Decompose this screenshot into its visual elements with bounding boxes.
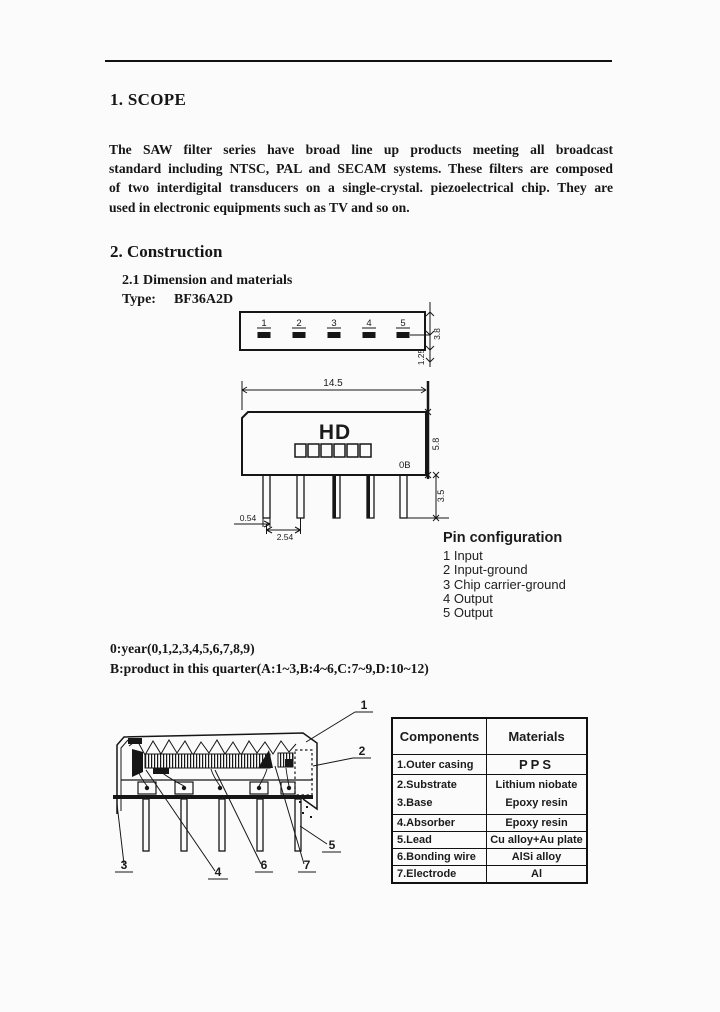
callout-1-outer-casing: 1 <box>360 698 368 712</box>
type-value: BF36A2D <box>173 292 234 307</box>
pad-label-3: 3 <box>331 318 337 329</box>
construction-heading: 2. Construction <box>110 242 223 261</box>
manufacturer-logo: HD <box>318 421 352 444</box>
callout-6-bonding-wire: 6 <box>260 858 268 872</box>
material-outer-casing: PPS <box>518 757 554 772</box>
component-electrode: 7.Electrode <box>393 866 487 882</box>
dimension-lead-length: 3.5 <box>436 489 446 503</box>
component-lead: 5.Lead <box>393 832 487 848</box>
dimension-lead-width: 0.54 <box>239 513 257 523</box>
left-absorber-block <box>132 749 143 777</box>
material-bonding-wire: AlSi alloy <box>511 851 562 863</box>
table-row-bonding-wire <box>393 848 586 865</box>
pad-5 <box>396 318 410 338</box>
pin-4-function: 4 Output <box>443 590 493 606</box>
callout-2-substrate: 2 <box>358 744 366 758</box>
table-row-outer-casing <box>393 754 586 774</box>
component-absorber: 4.Absorber <box>393 815 487 831</box>
date-code-marking: 0B <box>399 460 411 471</box>
diagram-leads <box>143 799 301 851</box>
pad-4 <box>362 318 376 338</box>
top-horizontal-rule <box>105 60 612 62</box>
pin-2-function: 2 Input-ground <box>443 562 528 578</box>
scope-line-2: standard including NTSC, PAL and SECAM systems. These filters are composed <box>109 161 613 177</box>
callout-4-absorber: 4 <box>214 865 222 879</box>
scope-line-3: of two interdigital transducers on a single-crystal. piezoelectrical chip. They are <box>109 180 613 196</box>
pin-configuration-title: Pin configuration <box>443 530 563 546</box>
marking-code-legend <box>110 639 429 678</box>
absorber-zigzag <box>129 740 296 755</box>
table-row-absorber <box>393 814 586 831</box>
callout-3-base: 3 <box>120 858 128 872</box>
top-view-drawing <box>233 296 463 374</box>
material-base: Epoxy resin <box>505 796 568 809</box>
material-absorber: Epoxy resin <box>505 817 568 829</box>
table-row-lead <box>393 831 586 848</box>
component-substrate: 2.Substrate <box>397 779 457 791</box>
table-row-substrate-base <box>393 774 586 814</box>
lead-group <box>263 475 407 518</box>
marking-boxes <box>295 444 371 457</box>
materials-table <box>391 717 588 884</box>
pin-3-function: 3 Chip carrier-ground <box>443 576 566 592</box>
pin-1-function: 1 Input <box>443 548 483 563</box>
component-bonding-wire: 6.Bonding wire <box>393 849 487 865</box>
dimension-body-depth: 3.8 <box>432 328 442 340</box>
materials-table-header <box>393 719 586 754</box>
dimension-pad-offset: 1.25 <box>416 348 426 366</box>
material-electrode: Al <box>531 868 542 880</box>
lead-5 <box>400 475 407 518</box>
type-line <box>122 292 233 308</box>
substrate-dotted <box>295 750 313 818</box>
scope-line-1: The SAW filter series have broad line up products meeting all broadcast <box>109 142 613 157</box>
material-substrate: Lithium niobate <box>495 779 578 791</box>
dimension-materials-subheading: 2.1 Dimension and materials <box>122 273 293 288</box>
lead-2 <box>297 475 304 518</box>
pad-group <box>257 318 410 338</box>
pad-3 <box>327 318 341 338</box>
component-base: 3.Base <box>397 796 433 809</box>
pad-label-4: 4 <box>366 318 372 329</box>
pin-configuration <box>443 530 566 620</box>
material-lead: Cu alloy+Au plate <box>490 834 583 846</box>
dimension-body-width: 14.5 <box>323 378 343 389</box>
pad-label-5: 5 <box>400 318 406 329</box>
marking-code-quarter: B:product in this quarter(A:1~3,B:4~6,C:7~9,D:10~12) <box>110 660 429 676</box>
pad-1 <box>257 318 271 338</box>
pad-label-2: 2 <box>296 318 302 329</box>
materials-header: Materials <box>508 729 565 744</box>
scope-heading: 1. SCOPE <box>110 90 187 109</box>
front-view-drawing <box>233 376 473 544</box>
table-row-electrode <box>393 865 586 882</box>
dimension-body-height: 5.8 <box>431 437 441 451</box>
components-header: Components <box>393 719 487 754</box>
pad-2 <box>292 318 306 338</box>
pin-5-function: 5 Output <box>443 605 493 621</box>
scope-paragraph <box>109 140 613 217</box>
pad-label-1: 1 <box>261 318 267 329</box>
type-label: Type: <box>122 292 156 307</box>
callout-7-electrode: 7 <box>303 858 311 872</box>
callout-5-lead: 5 <box>328 838 336 852</box>
component-outer-casing: 1.Outer casing <box>393 755 487 774</box>
dimension-lead-pitch: 2.54 <box>276 532 294 542</box>
cutaway-diagram <box>103 696 378 886</box>
callout-numbers <box>121 698 368 879</box>
marking-code-year: 0:year(0,1,2,3,4,5,6,7,8,9) <box>110 641 255 656</box>
scope-line-4: used in electronic equipments such as TV and so on. <box>109 199 410 215</box>
lead-1 <box>263 475 270 518</box>
